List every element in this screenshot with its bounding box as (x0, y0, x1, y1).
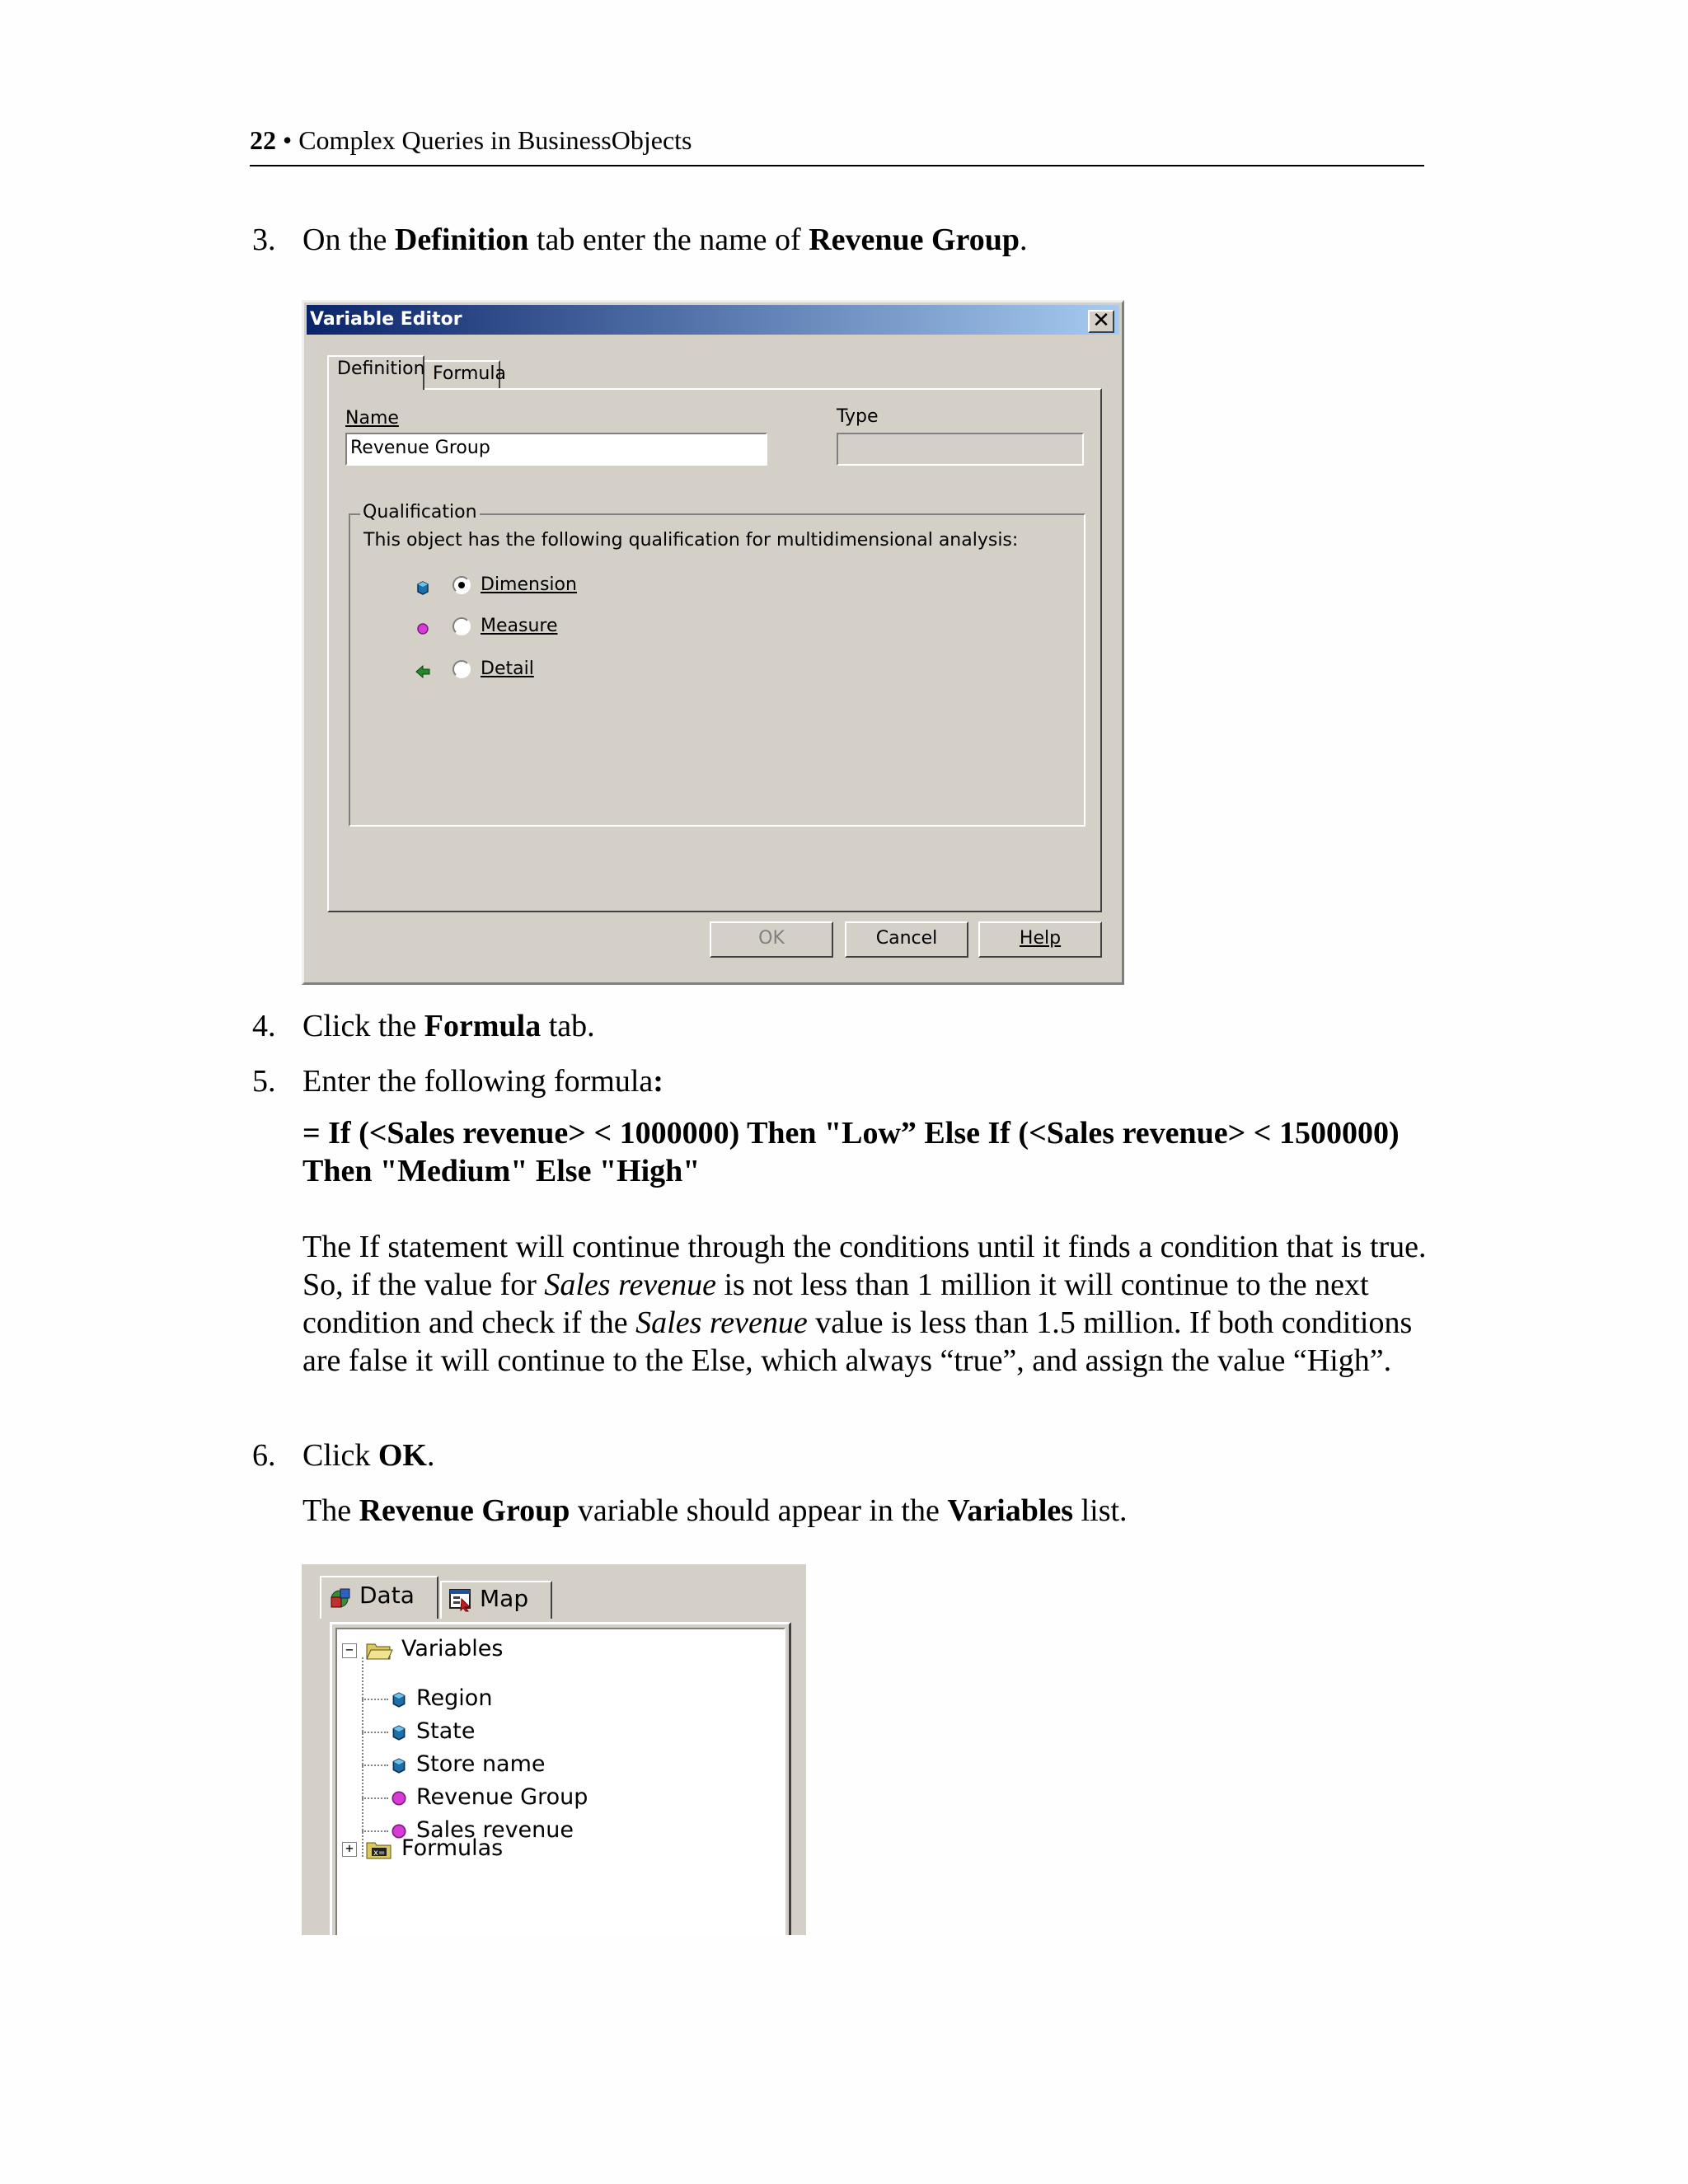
tab-map-label: Map (480, 1585, 529, 1612)
type-label: Type (837, 406, 879, 427)
step-3-number: 3. (252, 223, 276, 257)
tree-connector (362, 1732, 388, 1733)
type-field (837, 433, 1084, 466)
qualification-description: This object has the following qualification for multidimensional analysis: (363, 530, 1019, 551)
collapse-variables-button[interactable]: − (342, 1643, 357, 1658)
tree-item-region[interactable]: Region (390, 1684, 492, 1713)
tab-data-label: Data (359, 1582, 415, 1609)
tree-item-state[interactable]: State (390, 1717, 475, 1746)
map-icon (448, 1587, 473, 1612)
help-button[interactable]: Help (978, 921, 1102, 958)
dimension-radio[interactable] (452, 576, 471, 594)
page-header (250, 125, 1424, 166)
formula-explanation: The If statement will continue through the conditions until it finds a condition that is true. So, if the value for Sales revenue is not less than 1 million it will continue to the next condition and check if the Sales revenue value is less than 1.5 million. If both conditions are false it will continue to the Else, which always “true”, and assign the value “High”. (302, 1230, 1427, 1378)
tree-connector (362, 1797, 388, 1799)
step-5-number: 5. (252, 1064, 276, 1099)
dimension-label: Dimension (481, 574, 577, 595)
step-6-number: 6. (252, 1438, 276, 1473)
tree-connector (362, 1699, 388, 1700)
dimension-cube-icon (415, 579, 431, 596)
dialog-title: Variable Editor (310, 309, 462, 330)
svg-text:x=: x= (373, 1848, 386, 1858)
tab-map[interactable] (440, 1581, 552, 1619)
tab-data[interactable] (320, 1576, 438, 1619)
folder-open-icon (365, 1639, 393, 1661)
page-number: 22 (250, 125, 276, 155)
measure-dot-icon (415, 621, 431, 637)
dimension-cube-icon (390, 1690, 408, 1708)
data-panel (302, 1564, 806, 1935)
tab-definition[interactable]: Definition (327, 355, 424, 390)
variable-editor-dialog (302, 300, 1124, 985)
variables-tree (335, 1628, 785, 1935)
name-label: Name (345, 408, 399, 429)
tree-item-store-name[interactable]: Store name (390, 1750, 546, 1779)
measure-label: Measure (481, 616, 558, 636)
step-4-text: Click the Formula tab. (302, 1009, 595, 1043)
step-5-text: Enter the following formula: (302, 1064, 663, 1099)
step-6-text: Click OK. (302, 1438, 435, 1473)
detail-radio[interactable] (452, 660, 471, 678)
tree-folder-formulas[interactable]: x= Formulas (365, 1834, 503, 1863)
name-input[interactable]: Revenue Group (345, 433, 767, 466)
step-6-note: The Revenue Group variable should appear in the Variables list. (302, 1493, 1128, 1528)
measure-radio[interactable] (452, 617, 471, 635)
dimension-cube-icon (390, 1756, 408, 1774)
detail-label: Detail (481, 658, 534, 679)
ok-button[interactable]: OK (710, 921, 833, 958)
formula-text: = If (<Sales revenue> < 1000000) Then "Low” Else If (<Sales revenue> < 1500000) Then "Medium" Else "High" (302, 1116, 1400, 1188)
qualification-title: Qualification (360, 502, 480, 523)
tree-folder-variables[interactable]: Variables (365, 1634, 503, 1664)
formulas-folder-icon (365, 1839, 393, 1860)
dialog-titlebar[interactable] (307, 305, 1119, 335)
step-3-text: On the Definition tab enter the name of Revenue Group. (302, 223, 1028, 257)
dimension-cube-icon (390, 1723, 408, 1741)
tree-connector (362, 1830, 388, 1832)
step-4-number: 4. (252, 1009, 276, 1043)
tab-formula[interactable]: Formula (423, 360, 500, 388)
measure-dot-icon (390, 1789, 408, 1807)
detail-arrow-icon (415, 663, 431, 680)
tree-item-sales-revenue[interactable]: Sales revenue (390, 1816, 574, 1845)
qualification-group (349, 502, 1085, 827)
tree-connector (362, 1765, 388, 1766)
tree-connector (362, 1657, 363, 1857)
data-icon (328, 1586, 353, 1610)
page-header-title: • Complex Queries in BusinessObjects (283, 125, 692, 155)
close-icon[interactable]: ✕ (1088, 310, 1114, 333)
variables-tree-frame (330, 1622, 791, 1935)
definition-panel (327, 388, 1102, 912)
cancel-button[interactable]: Cancel (845, 921, 968, 958)
expand-formulas-button[interactable]: + (342, 1842, 357, 1857)
tree-item-revenue-group[interactable]: Revenue Group (390, 1783, 588, 1812)
